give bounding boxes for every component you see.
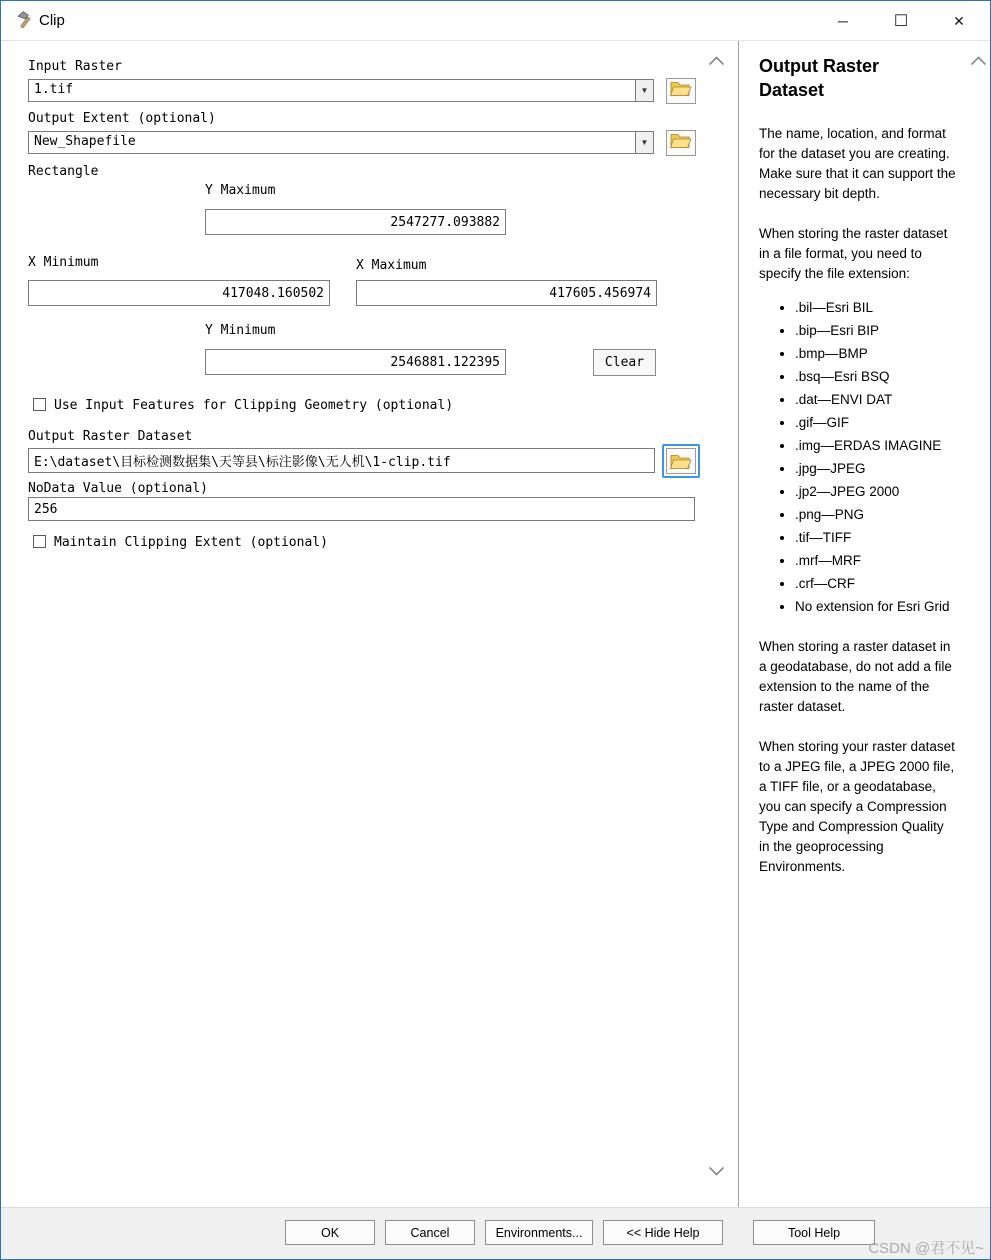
chevron-down-icon [708, 1163, 725, 1181]
form-scroll-down-button[interactable] [705, 1161, 727, 1183]
maintain-extent-label: Maintain Clipping Extent (optional) [54, 535, 328, 550]
title-bar [1, 1, 990, 41]
input-raster-label: Input Raster [28, 59, 122, 74]
extension-item: • .dat—ENVI DAT [795, 390, 957, 410]
extension-list [779, 298, 957, 617]
output-extent-combobox[interactable] [28, 131, 654, 154]
output-raster-label: Output Raster Dataset [28, 429, 193, 444]
close-button[interactable]: ✕ [953, 12, 965, 29]
extension-item: • .jp2—JPEG 2000 [795, 482, 957, 502]
tool-help-button[interactable]: Tool Help [753, 1220, 875, 1245]
minimize-button[interactable]: ─ [838, 13, 848, 29]
open-folder-icon [666, 448, 696, 474]
chevron-down-icon: ▼ [640, 138, 649, 147]
input-raster-browse-button[interactable] [666, 78, 696, 104]
chevron-down-icon: ▼ [640, 86, 649, 95]
hide-help-button[interactable]: << Hide Help [603, 1220, 723, 1245]
extension-item: • No extension for Esri Grid [795, 597, 957, 617]
extension-item: • .crf—CRF [795, 574, 957, 594]
output-extent-label: Output Extent (optional) [28, 111, 216, 126]
extension-item: • .bsq—Esri BSQ [795, 367, 957, 387]
x-minimum-label: X Minimum [28, 255, 99, 270]
extension-item: • .mrf—MRF [795, 551, 957, 571]
clear-button[interactable]: Clear [593, 349, 656, 376]
rectangle-label: Rectangle [28, 164, 99, 179]
extension-item: • .bip—Esri BIP [795, 321, 957, 341]
extension-item: • .png—PNG [795, 505, 957, 525]
x-maximum-input[interactable] [356, 280, 657, 306]
help-paragraph: When storing the raster dataset in a file format, you need to specify the file extension: [759, 226, 948, 281]
x-minimum-input[interactable] [28, 280, 330, 306]
input-raster-dropdown-button[interactable] [635, 80, 653, 101]
y-minimum-input[interactable] [205, 349, 506, 375]
help-title: Output Raster Dataset [759, 56, 880, 100]
y-maximum-label: Y Maximum [205, 183, 276, 198]
extension-item: • .jpg—JPEG [795, 459, 957, 479]
extension-item: • .tif—TIFF [795, 528, 957, 548]
help-paragraph: When storing a raster dataset in a geodatabase, do not add a file extension to the name of the raster dataset. [759, 639, 952, 714]
maintain-extent-checkbox[interactable] [33, 535, 46, 548]
chevron-up-icon [970, 53, 987, 71]
output-extent-dropdown-button[interactable] [635, 132, 653, 153]
cancel-button[interactable]: Cancel [385, 1220, 475, 1245]
x-maximum-label: X Maximum [356, 258, 427, 273]
ok-button[interactable]: OK [285, 1220, 375, 1245]
nodata-value-input[interactable] [28, 497, 695, 521]
use-input-features-label: Use Input Features for Clipping Geometry (optional) [54, 398, 454, 413]
environments-button[interactable]: Environments... [485, 1220, 593, 1245]
output-raster-browse-button[interactable] [662, 444, 700, 478]
output-extent-browse-button[interactable] [666, 130, 696, 156]
watermark: CSDN @君不见~ [868, 1240, 984, 1257]
chevron-up-icon [708, 53, 725, 71]
use-input-features-checkbox[interactable] [33, 398, 46, 411]
y-maximum-input[interactable] [205, 209, 506, 235]
help-paragraph: When storing your raster dataset to a JPEG file, a JPEG 2000 file, a TIFF file, or a geodatabase, you can specify a Compression Type and Compression Quality in the geoprocessing Environments. [759, 739, 955, 874]
form-scroll-up-button[interactable] [705, 51, 727, 73]
tool-hammer-icon [15, 10, 35, 30]
open-folder-icon [670, 132, 692, 154]
extension-item: • .gif—GIF [795, 413, 957, 433]
help-content [759, 54, 957, 897]
input-raster-value: 1.tif [34, 82, 74, 97]
help-paragraph: The name, location, and format for the dataset you are creating. Make sure that it can support the necessary bit depth. [759, 126, 956, 201]
window-title: Clip [39, 12, 65, 29]
help-scroll-up-button[interactable] [967, 51, 989, 73]
output-extent-value: New_Shapefile [34, 134, 136, 149]
maximize-button[interactable]: ☐ [893, 13, 909, 30]
extension-item: • .img—ERDAS IMAGINE [795, 436, 957, 456]
help-panel [738, 41, 991, 1209]
y-minimum-label: Y Minimum [205, 323, 276, 338]
extension-item: • .bil—Esri BIL [795, 298, 957, 318]
nodata-value-label: NoData Value (optional) [28, 481, 209, 496]
input-raster-combobox[interactable] [28, 79, 654, 102]
output-raster-input[interactable] [28, 448, 655, 473]
extension-item: • .bmp—BMP [795, 344, 957, 364]
open-folder-icon [670, 80, 692, 102]
